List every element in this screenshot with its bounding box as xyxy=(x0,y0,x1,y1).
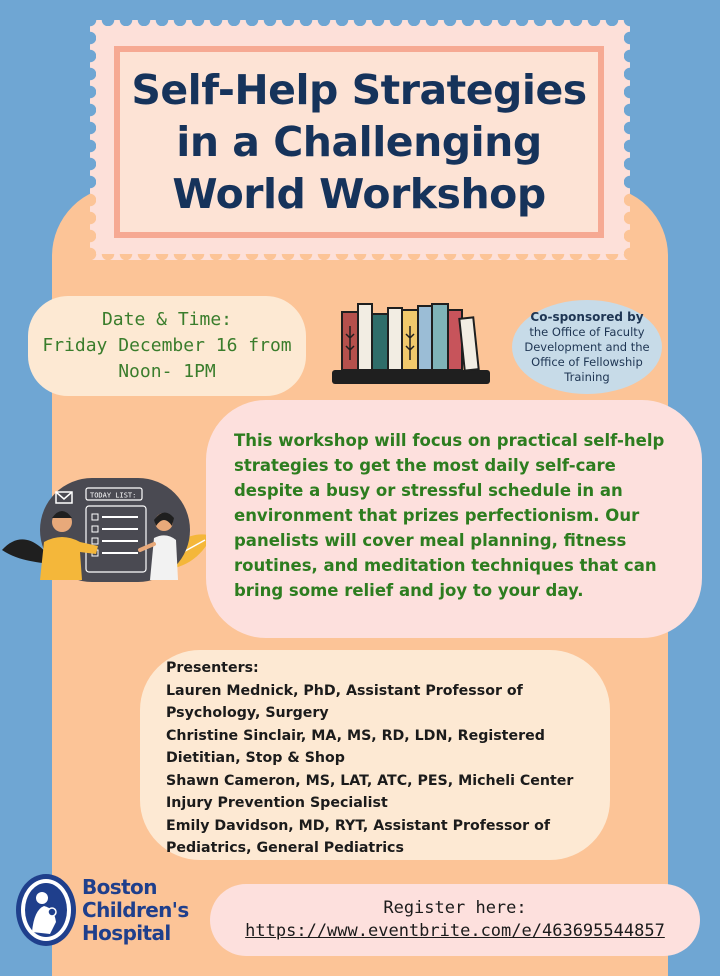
presenter-line: Psychology, Surgery xyxy=(166,705,329,721)
date-line-1: Friday December 16 from xyxy=(42,335,292,356)
register-label: Register here: xyxy=(383,898,527,918)
title-line-3: World Workshop xyxy=(172,170,546,218)
logo-line-2: Children's xyxy=(82,898,189,922)
date-label: Date & Time: xyxy=(101,309,233,330)
title-line-1: Self-Help Strategies xyxy=(131,66,587,114)
books-illustration xyxy=(330,300,492,388)
presenter-line: Christine Sinclair, MA, MS, RD, LDN, Registered xyxy=(166,727,545,744)
presenter-line: Injury Prevention Specialist xyxy=(166,795,388,811)
cosponsor-line-4: Training xyxy=(564,369,610,384)
date-line-2: Noon- 1PM xyxy=(118,361,216,382)
logo-line-3: Hospital xyxy=(82,921,171,945)
presenters-heading: Presenters: xyxy=(166,660,259,676)
logo-line-1: Boston xyxy=(82,875,157,899)
presenter-line: Emily Davidson, MD, RYT, Assistant Professor of xyxy=(166,817,551,834)
hospital-logo-text xyxy=(82,876,189,945)
cosponsor-heading: Co-sponsored by xyxy=(530,309,644,324)
date-time-box xyxy=(28,296,306,396)
presenter-line: Shawn Cameron, MS, LAT, ATC, PES, Micheli Center xyxy=(166,772,574,789)
description-text: This workshop will focus on practical self-help strategies to get the most daily self-care despite a busy or stressful schedule in an environment that prizes perfectionism. Our panelists will cover meal planning, fitness routines, and meditation techniques that can bring some relief and joy to your day. xyxy=(234,431,665,600)
hospital-logo-icon xyxy=(14,872,78,948)
title-frame xyxy=(114,46,604,238)
cosponsor-line-2: Development and the xyxy=(524,339,650,354)
title-line-2: in a Challenging xyxy=(176,118,542,166)
todo-list-illustration xyxy=(0,470,215,590)
register-link[interactable]: https://www.eventbrite.com/e/463695544857 xyxy=(245,921,665,941)
presenters-box xyxy=(140,650,610,860)
cosponsor-line-3: Office of Fellowship xyxy=(531,354,643,369)
register-box xyxy=(210,884,700,956)
presenters-list xyxy=(166,657,586,860)
todo-board-label: TODAY LIST: xyxy=(90,491,137,500)
presenter-line: Pediatrics, General Pediatrics xyxy=(166,840,404,856)
hospital-logo xyxy=(14,872,204,952)
cosponsor-line-1: the Office of Faculty xyxy=(529,324,645,339)
presenter-line: Lauren Mednick, PhD, Assistant Professor of xyxy=(166,682,523,699)
cosponsor-badge xyxy=(512,300,662,394)
description-box xyxy=(206,400,702,638)
presenter-line: Dietitian, Stop & Shop xyxy=(166,750,345,766)
